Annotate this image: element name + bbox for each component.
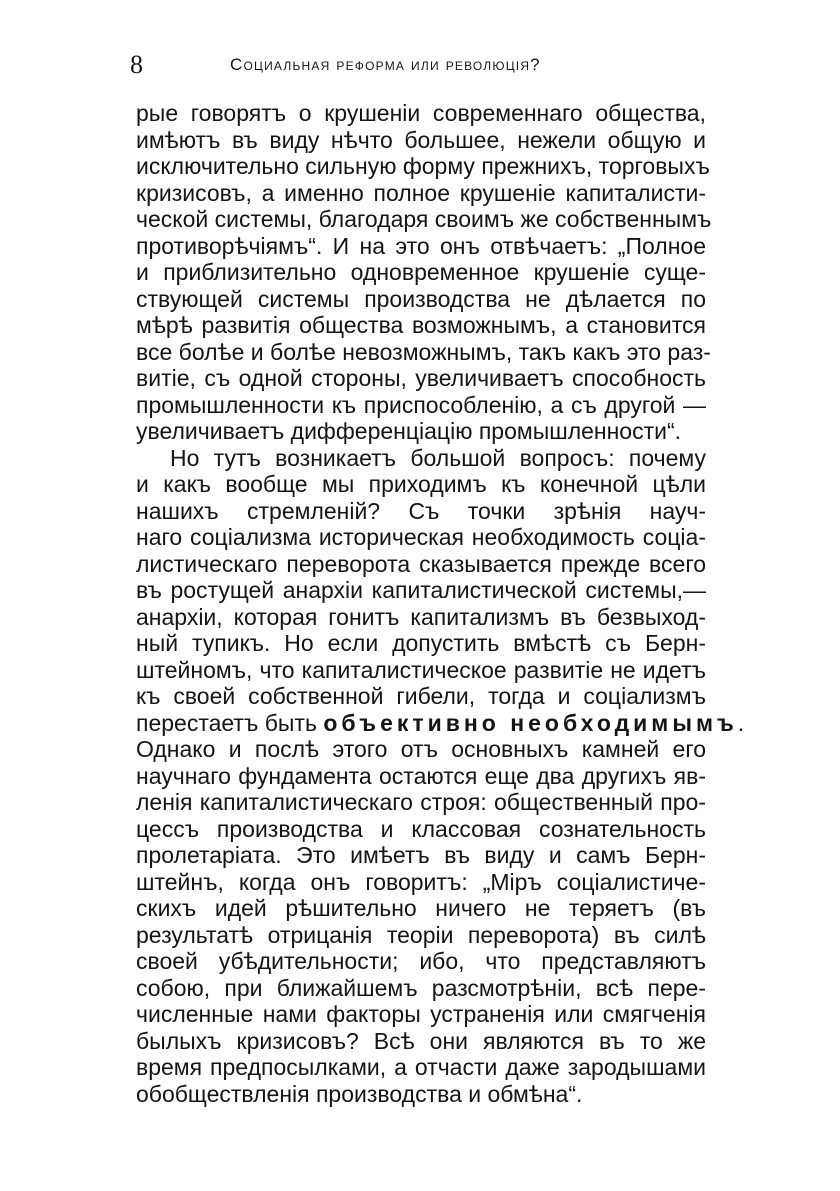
text-line: ствующей системы производства не дѣлается по	[136, 285, 706, 312]
text-line: къ своей собственной гибели, тогда и соціализмъ	[136, 683, 706, 709]
page-number: 8	[130, 50, 143, 79]
text-line: листическаго переворота сказывается прежде всего	[136, 550, 706, 577]
text-line: ный тупикъ. Но если допустить вмѣстѣ съ Берн-	[136, 630, 706, 656]
emphasis-prefix: перестаетъ быть	[136, 709, 324, 736]
text-line: ленія капиталистическаго строя: общественный про-	[136, 789, 706, 815]
text-line: численные нами факторы устраненія или смягченія	[136, 1001, 706, 1027]
emphasized-phrase: объективно необходимымъ	[323, 709, 738, 736]
text-line: кризисовъ, а именно полное крушеніе капиталисти-	[136, 179, 706, 206]
text-line: исключительно сильную форму прежнихъ, торговыхъ	[136, 153, 710, 179]
emphasis-suffix: .	[737, 709, 745, 736]
text-line: собою, при ближайшемъ разсмотрѣніи, всѣ пере-	[136, 974, 706, 1001]
text-line: время предпосылками, а отчасти даже зародышами	[136, 1054, 706, 1080]
text-line: мѣрѣ развитія общества возможнымъ, а становится	[136, 312, 706, 338]
text-line: нашихъ стремленій? Съ точки зрѣнія науч-	[136, 497, 706, 524]
text-line: скихъ идей рѣшительно ничего не теряетъ (въ	[136, 895, 706, 921]
text-line: результатѣ отрицанія теоріи переворота) въ силѣ	[136, 921, 706, 948]
text-line: штейнъ, когда онъ говоритъ: „Міръ соціалистиче-	[136, 868, 706, 895]
paragraph-1	[136, 100, 712, 445]
text-line: витіе, съ одной стороны, увеличиваетъ способность	[136, 365, 706, 391]
text-line: противорѣчіямъ“. И на это онъ отвѣчаетъ: „Полное	[136, 232, 706, 259]
text-line: ческой системы, благодаря своимъ же собственнымъ	[136, 206, 712, 232]
text-line: былыхъ кризисовъ? Всѣ они являются въ то же	[136, 1027, 706, 1054]
running-head	[130, 50, 720, 80]
text-line: Однако и послѣ этого отъ основныхъ камней его	[136, 736, 706, 762]
text-line: штейномъ, что капиталистическое развитіе не идетъ	[136, 656, 706, 683]
text-line: все болѣе и болѣе невозможнымъ, такъ какъ это раз-	[136, 338, 711, 365]
text-line: анархіи, которая гонитъ капитализмъ въ безвыход-	[136, 603, 706, 630]
text-line-emphasis	[136, 709, 745, 737]
text-line: научнаго фундамента остаются еще два другихъ яв-	[136, 762, 706, 789]
running-title: Социальная реформа или революція?	[230, 55, 541, 74]
text-line: имѣютъ въ виду нѣчто большее, нежели общую и	[136, 126, 706, 153]
paragraph-2	[136, 444, 745, 1108]
text-line: увеличиваетъ дифференціацію промышленности“.	[136, 418, 682, 444]
text-line: обобществленія производства и обмѣна“.	[136, 1080, 583, 1107]
text-line: цессъ производства и классовая сознательность	[136, 815, 706, 842]
text-line: рые говорятъ о крушеніи современнаго общества,	[136, 100, 706, 126]
text-line: наго соціализма историческая необходимость соціа-	[136, 524, 706, 550]
text-line: пролетаріата. Это имѣетъ въ виду и самъ Берн-	[136, 842, 706, 868]
text-line: въ ростущей анархіи капиталистической системы,—	[136, 577, 706, 603]
text-line: и какъ вообще мы приходимъ къ конечной цѣли	[136, 471, 706, 497]
text-line: Но тутъ возникаетъ большой вопросъ: почему	[170, 444, 706, 471]
text-line: и приблизительно одновременное крушеніе суще-	[136, 259, 706, 285]
body-text	[136, 100, 745, 1107]
text-line: промышленности къ приспособленію, а съ другой —	[136, 391, 706, 418]
text-line: своей убѣдительности; ибо, что представляютъ	[136, 948, 706, 974]
